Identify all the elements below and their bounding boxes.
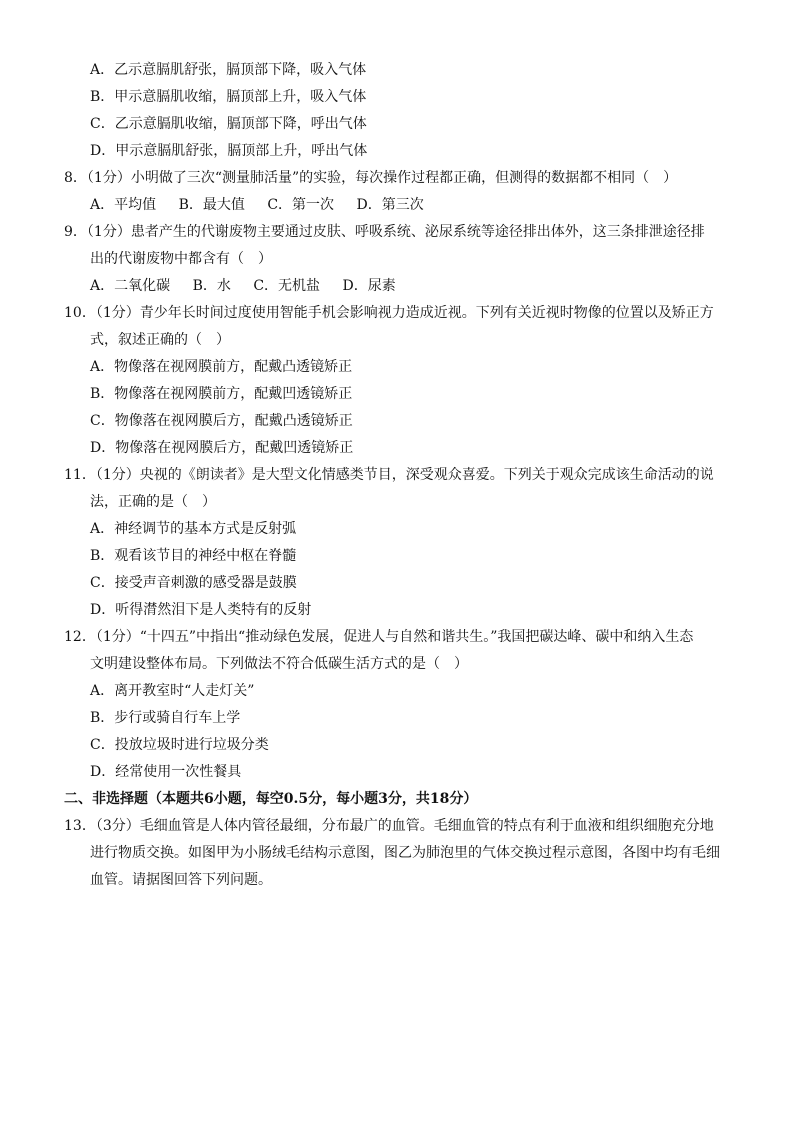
q11-option-c: C．接受声音刺激的感受器是鼓膜 — [90, 575, 297, 591]
q8-option-b: B．最大值 — [178, 197, 245, 213]
q8-option-a: A．平均值 — [90, 197, 157, 213]
q8-options — [90, 195, 442, 215]
q8-option-c: C．第一次 — [267, 197, 335, 213]
q8-stem: 8．（1分）小明做了三次“测量肺活量”的实验，每次操作过程都正确，但测得的数据都不相同（ ） — [64, 170, 678, 186]
q10-option-d: D．物像落在视网膜后方，配戴凹透镜矫正 — [90, 440, 354, 456]
q13-line3: 血管。请据图回答下列问题。 — [90, 872, 272, 888]
q12-stem-line1: 12．（1分）“十四五”中指出“推动绿色发展，促进人与自然和谐共生。”我国把碳达峰、碳中和纳入生态 — [64, 629, 694, 645]
q7-option-a: A．乙示意膈肌舒张，膈顶部下降，吸入气体 — [90, 62, 367, 78]
q12-option-d: D．经常使用一次性餐具 — [90, 764, 242, 780]
q10-stem-line2: 式，叙述正确的（ ） — [90, 332, 230, 348]
q7-option-c: C．乙示意膈肌收缩，膈顶部下降，呼出气体 — [90, 116, 367, 132]
q12-option-c: C．投放垃圾时进行垃圾分类 — [90, 737, 269, 753]
q9-option-c: C．无机盐 — [253, 278, 321, 294]
q11-stem-line1: 11．（1分）央视的《朗读者》是大型文化情感类节目，深受观众喜爱。下列关于观众完成该生命活动的说 — [64, 467, 714, 483]
q7-option-b: B．甲示意膈肌收缩，膈顶部上升，吸入气体 — [90, 89, 367, 105]
q13-line1: 13．（3分）毛细血管是人体内管径最细，分布最广的血管。毛细血管的特点有利于血液和组织细胞充分地 — [64, 818, 714, 834]
section-heading: 二、非选择题（本题共6小题，每空0.5分，每小题3分，共18分） — [64, 791, 478, 807]
q12-option-a: A．离开教室时“人走灯关” — [90, 683, 255, 699]
q11-stem-line2: 法，正确的是（ ） — [90, 494, 216, 510]
q9-stem-line2: 出的代谢废物中都含有（ ） — [90, 251, 272, 267]
q10-option-a: A．物像落在视网膜前方，配戴凸透镜矫正 — [90, 359, 353, 375]
q9-options — [90, 276, 414, 296]
q7-option-d: D．甲示意膈肌舒张，膈顶部上升，呼出气体 — [90, 143, 368, 159]
q13-line2: 进行物质交换。如图甲为小肠绒毛结构示意图，图乙为肺泡里的气体交换过程示意图，各图中均有毛细 — [90, 845, 720, 861]
q11-option-a: A．神经调节的基本方式是反射弧 — [90, 521, 297, 537]
q9-option-a: A．二氧化碳 — [90, 278, 171, 294]
q8-option-d: D．第三次 — [356, 197, 424, 213]
q9-stem-line1: 9．（1分）患者产生的代谢废物主要通过皮肤、呼吸系统、泌尿系统等途径排出体外，这三条排泄途径排 — [64, 224, 705, 240]
q11-option-b: B．观看该节目的神经中枢在脊髓 — [90, 548, 297, 564]
q11-option-d: D．听得潸然泪下是人类特有的反射 — [90, 602, 312, 618]
q12-stem-line2: 文明建设整体布局。下列做法不符合低碳生活方式的是（ ） — [90, 656, 468, 672]
q9-option-d: D．尿素 — [342, 278, 396, 294]
q10-option-b: B．物像落在视网膜前方，配戴凹透镜矫正 — [90, 386, 353, 402]
q9-option-b: B．水 — [192, 278, 231, 294]
q10-stem-line1: 10．（1分）青少年长时间过度使用智能手机会影响视力造成近视。下列有关近视时物像的位置以及矫正方 — [64, 305, 714, 321]
q12-option-b: B．步行或骑自行车上学 — [90, 710, 241, 726]
q10-option-c: C．物像落在视网膜后方，配戴凸透镜矫正 — [90, 413, 353, 429]
